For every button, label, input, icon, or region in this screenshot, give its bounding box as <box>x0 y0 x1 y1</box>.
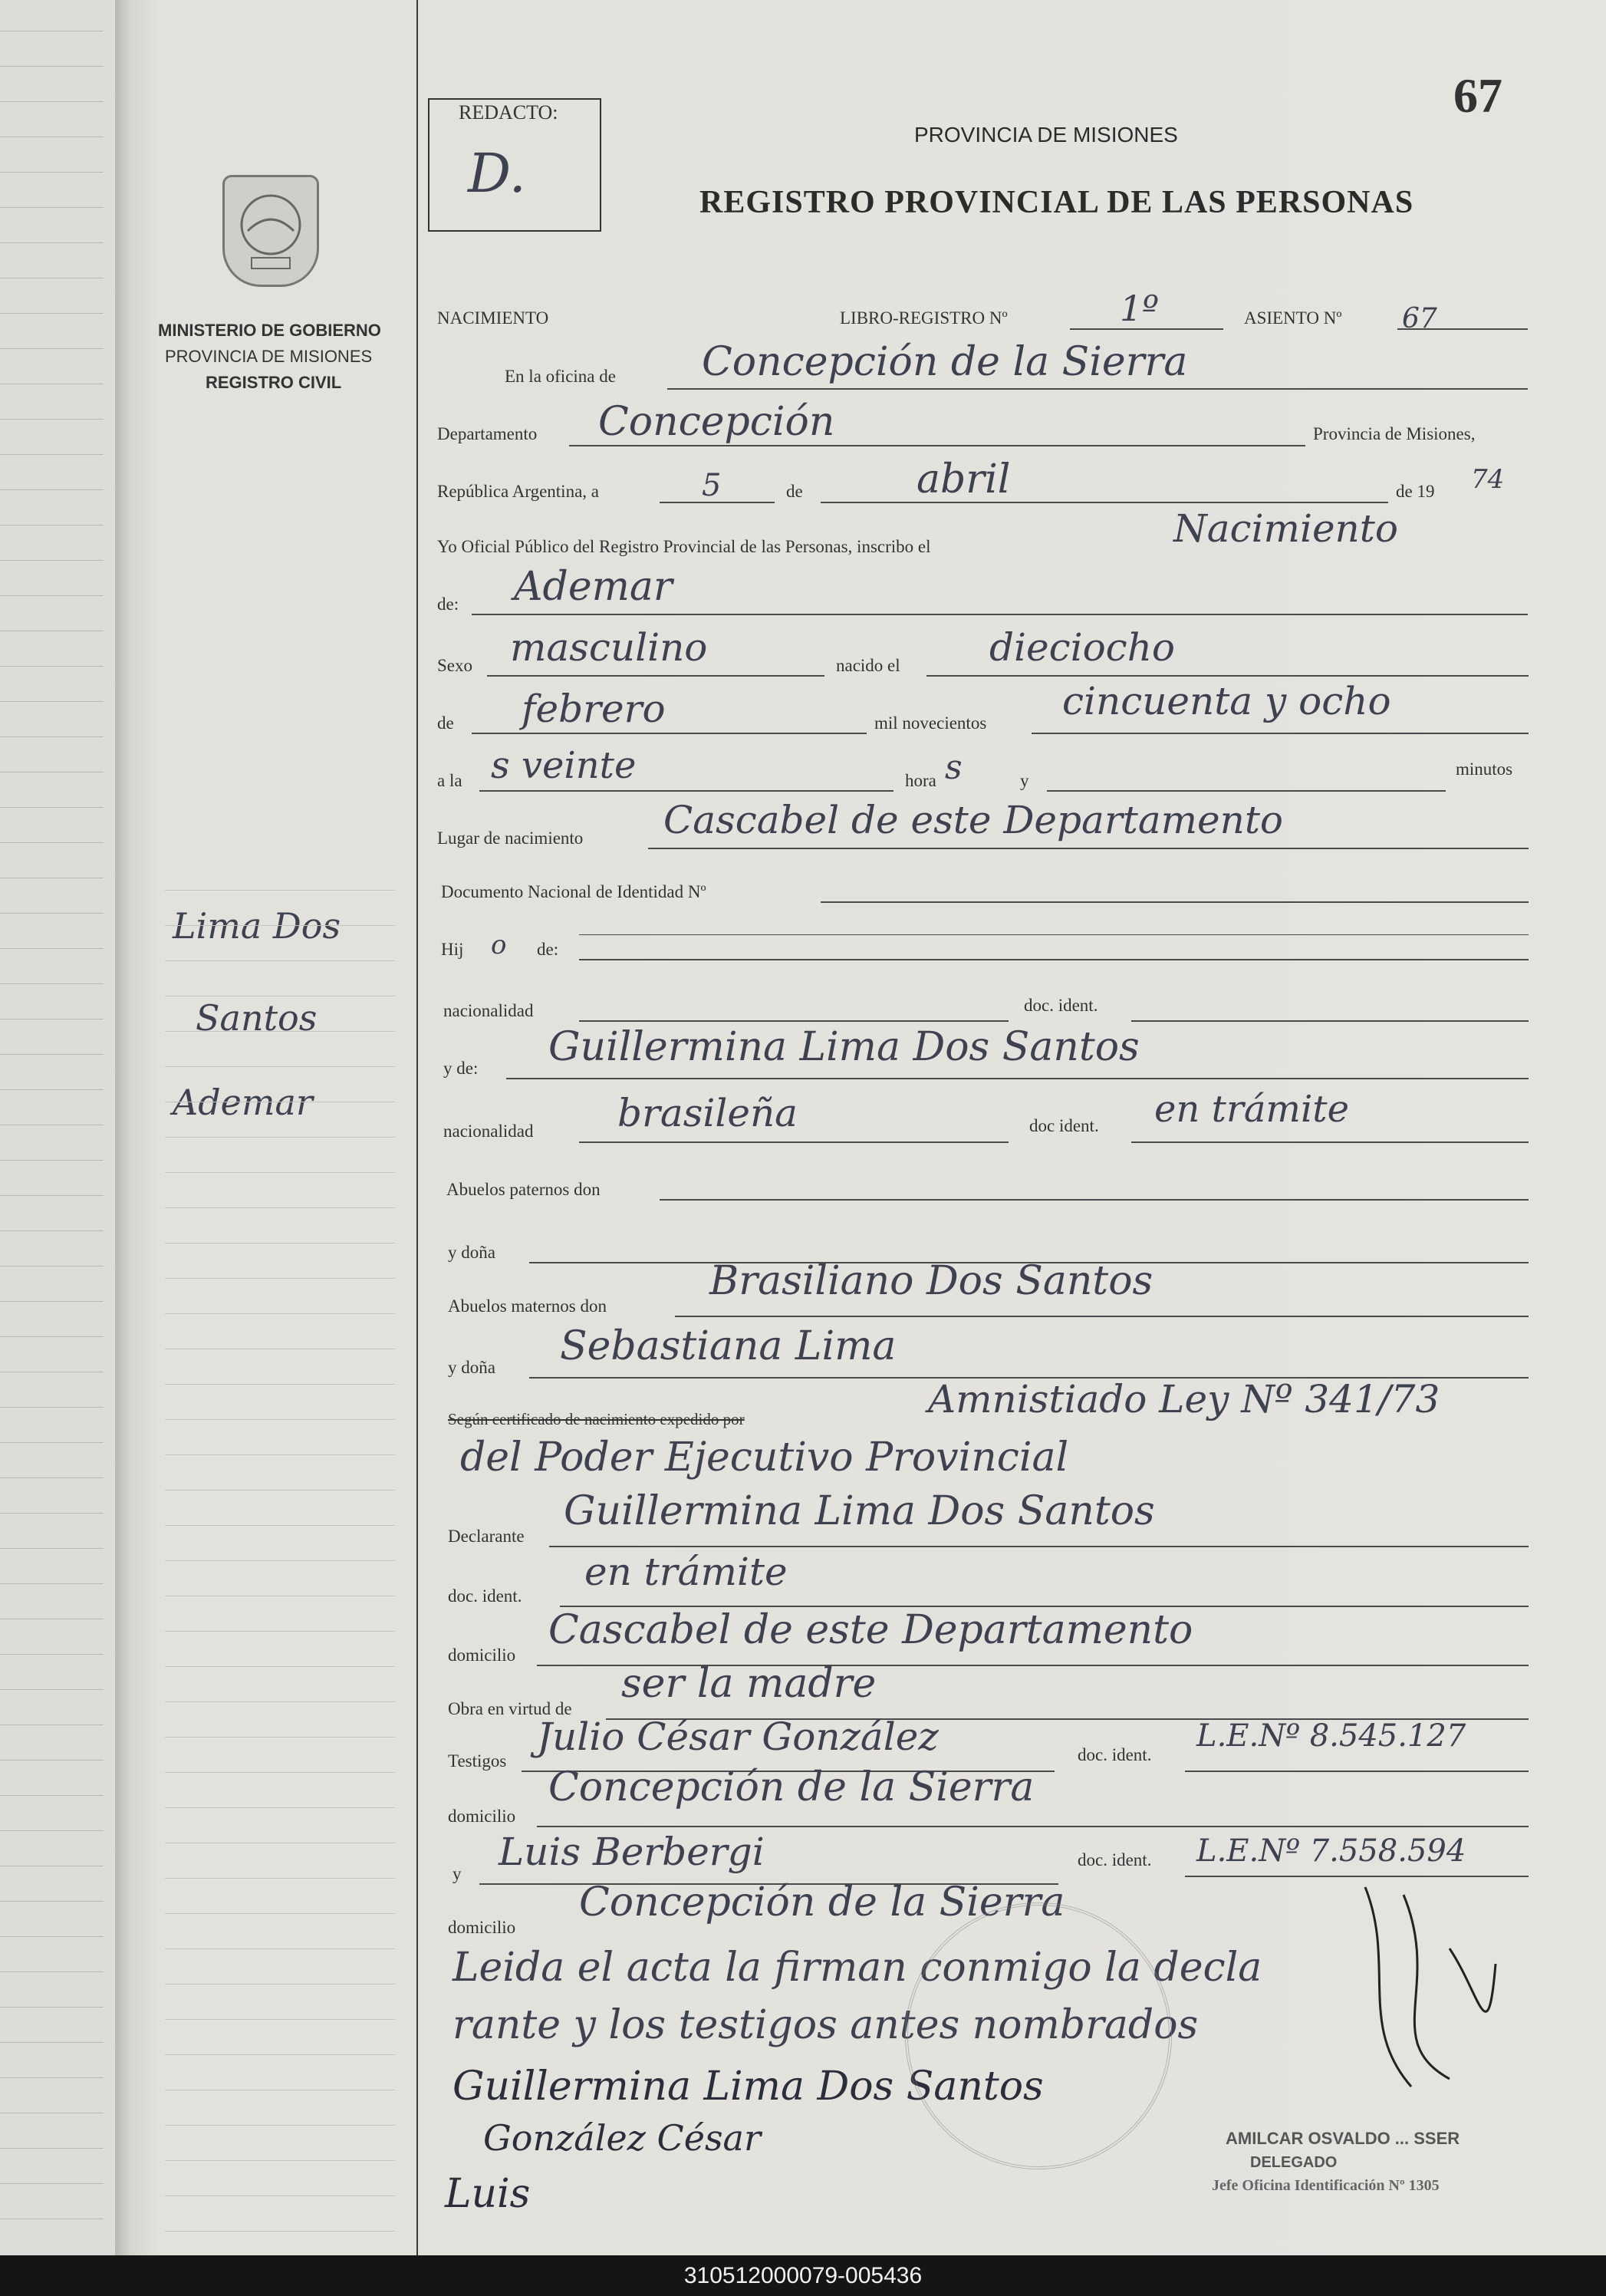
margin-ruled-line <box>165 1737 395 1738</box>
y-label-2: y <box>453 1864 462 1883</box>
ruled-line <box>0 101 104 102</box>
dia-value: 5 <box>702 468 722 503</box>
ruled-line <box>0 2148 104 2149</box>
margin-ruled-line <box>165 1666 395 1667</box>
ruled-line <box>0 1795 104 1796</box>
ruled-line <box>0 948 104 949</box>
doc-ident-4-label: doc. ident. <box>1078 1745 1152 1764</box>
nacido-label: nacido el <box>836 656 900 675</box>
province-heading: PROVINCIA DE MISIONES <box>914 123 1178 147</box>
ruled-line <box>0 701 104 702</box>
ruled-line <box>0 1089 104 1090</box>
margin-ruled-line <box>165 1631 395 1632</box>
abuelos-paternos-label: Abuelos paternos don <box>446 1180 601 1199</box>
margin-ruled-line <box>165 1454 395 1455</box>
official-role: DELEGADO <box>1250 2154 1338 2171</box>
doc-ident-2-value: en trámite <box>1154 1088 1349 1131</box>
redacto-label: REDACTO: <box>459 101 558 124</box>
signature-testigo-2: Luis <box>445 2171 531 2217</box>
margin-ruled-line <box>165 1207 395 1208</box>
y-label: y <box>1020 771 1029 790</box>
ruled-line <box>0 1160 104 1161</box>
a-la-label: a la <box>437 771 462 790</box>
ruled-line <box>0 1266 104 1267</box>
ruled-line <box>0 666 104 667</box>
provincia-suffix: Provincia de Misiones, <box>1313 424 1476 443</box>
margin-ruled-line <box>165 1313 395 1314</box>
documento-label: Documento Nacional de Identidad Nº <box>441 882 706 901</box>
margin-ruled-line <box>165 1772 395 1773</box>
margin-ruled-line <box>165 1913 395 1914</box>
lugar-label: Lugar de nacimiento <box>437 828 584 848</box>
ruled-line <box>0 842 104 843</box>
hijo-de-label: de: <box>537 940 559 959</box>
nacido-value: dieciocho <box>989 625 1175 670</box>
doc-ident-4-value: L.E.Nº 8.545.127 <box>1196 1718 1466 1754</box>
abuelo-materno-value: Brasiliano Dos Santos <box>709 1258 1153 1304</box>
a-la-value: s veinte <box>491 744 637 787</box>
ruled-line <box>0 1689 104 1690</box>
libro-value: 1º <box>1120 288 1159 329</box>
ruled-line <box>0 207 104 208</box>
margin-ruled-line <box>165 1384 395 1385</box>
ruled-line <box>0 2042 104 2043</box>
nombre-value: Ademar <box>514 564 673 610</box>
ruled-line <box>0 313 104 314</box>
left-facing-page <box>0 0 115 2255</box>
oficina-label: En la oficina de <box>505 367 616 386</box>
ruled-line <box>0 242 104 243</box>
doc-ident-1-label: doc. ident. <box>1024 996 1098 1015</box>
ruled-line <box>0 2183 104 2184</box>
ruled-line <box>0 172 104 173</box>
nacionalidad-1-label: nacionalidad <box>443 1001 534 1020</box>
mes-value: abril <box>917 456 1011 502</box>
asiento-label: ASIENTO Nº <box>1244 308 1342 328</box>
margin-note-2: Santos <box>196 997 318 1039</box>
minutos-label: minutos <box>1456 759 1513 779</box>
ruled-line <box>0 1548 104 1549</box>
margin-ruled-line <box>165 1419 395 1420</box>
year-value: 74 <box>1471 464 1505 495</box>
official-seal-stamp-icon <box>905 1902 1172 2169</box>
image-caption: 310512000079-005436 <box>0 2255 1606 2296</box>
mil-value: cincuenta y ocho <box>1062 679 1391 723</box>
obra-value: ser la madre <box>621 1661 877 1707</box>
domicilio-2-label: domicilio <box>448 1807 516 1826</box>
de-label: de <box>786 482 803 501</box>
ruled-line <box>0 1936 104 1937</box>
ministry-line1: MINISTERIO DE GOBIERNO <box>158 321 381 340</box>
margin-ruled-line <box>165 1490 395 1491</box>
margin-ruled-line <box>165 1243 395 1244</box>
ruled-line <box>0 1230 104 1231</box>
ruled-line <box>0 1513 104 1514</box>
testigo-1-value: Julio César González <box>537 1715 939 1759</box>
margin-ruled-line <box>165 1560 395 1561</box>
margin-ruled-line <box>165 1066 395 1067</box>
ministry-line2: PROVINCIA DE MISIONES <box>165 347 373 366</box>
sexo-value: masculino <box>510 625 708 670</box>
abuela-materna-value: Sebastiana Lima <box>560 1323 897 1369</box>
y-de-label: y de: <box>443 1059 479 1078</box>
signature-declarante: Guillermina Lima Dos Santos <box>453 2064 1044 2110</box>
margin-ruled-line <box>165 2160 395 2161</box>
record-type: NACIMIENTO <box>437 308 549 328</box>
horas-value: s <box>945 748 963 787</box>
lugar-value: Cascabel de este Departamento <box>663 798 1284 842</box>
ruled-line <box>0 1336 104 1337</box>
margin-ruled-line <box>165 2231 395 2232</box>
margin-ruled-line <box>165 1701 395 1702</box>
margin-ruled-line <box>165 1137 395 1138</box>
ruled-line <box>0 736 104 737</box>
de-mes-label: de <box>437 713 454 733</box>
doc-ident-2-label: doc ident. <box>1029 1116 1099 1135</box>
margin-ruled-line <box>165 1807 395 1808</box>
segun-value: Amnistiado Ley Nº 341/73 <box>928 1377 1440 1421</box>
ruled-line <box>0 1901 104 1902</box>
madre-value: Guillermina Lima Dos Santos <box>548 1024 1140 1070</box>
hijo-value: o <box>491 930 507 960</box>
ruled-line <box>0 983 104 984</box>
y-dona-1-label: y doña <box>448 1243 495 1262</box>
horas-label: hora <box>905 771 936 790</box>
ruled-line <box>0 348 104 349</box>
republica-label: República Argentina, a <box>437 482 599 501</box>
testigos-label: Testigos <box>448 1751 507 1771</box>
nacionalidad-2-label: nacionalidad <box>443 1122 534 1141</box>
margin-ruled-line <box>165 1878 395 1879</box>
official-name: AMILCAR OSVALDO ... SSER <box>1226 2129 1460 2148</box>
segun-label: Según certificado de nacimiento expedido por <box>448 1410 745 1428</box>
leida-text-1: Leida el acta la firman conmigo la decla <box>453 1945 1262 1991</box>
doc-ident-5-label: doc. ident. <box>1078 1850 1152 1869</box>
margin-ruled-line <box>165 1525 395 1526</box>
de-year-label: de 19 <box>1396 482 1435 501</box>
yo-oficial-value: Nacimiento <box>1173 506 1398 551</box>
ruled-line <box>0 595 104 596</box>
testigo-2-value: Luis Berbergi <box>499 1830 765 1874</box>
margin-ruled-line <box>165 1984 395 1985</box>
domicilio-3-label: domicilio <box>448 1918 516 1937</box>
ruled-line <box>0 419 104 420</box>
segun-value-2: del Poder Ejecutivo Provincial <box>460 1435 1069 1481</box>
margin-ruled-line <box>165 890 395 891</box>
official-office: Jefe Oficina Identificación Nº 1305 <box>1212 2177 1440 2194</box>
domicilio-2-value: Concepción de la Sierra <box>548 1764 1035 1810</box>
ruled-line <box>0 1583 104 1584</box>
ruled-line <box>0 1442 104 1443</box>
obra-label: Obra en virtud de <box>448 1699 572 1718</box>
margin-ruled-line <box>165 1278 395 1279</box>
margin-ruled-line <box>165 960 395 961</box>
doc-ident-3-label: doc. ident. <box>448 1586 522 1606</box>
de-mes-value: febrero <box>522 687 666 731</box>
declarante-label: Declarante <box>448 1527 525 1546</box>
ruled-line <box>0 1654 104 1655</box>
margin-divider <box>416 0 418 2255</box>
margin-ruled-line <box>165 1031 395 1032</box>
ruled-line <box>0 489 104 490</box>
margin-ruled-line <box>165 2054 395 2055</box>
doc-ident-5-value: L.E.Nº 7.558.594 <box>1196 1833 1466 1869</box>
ministry-seal-icon <box>222 175 319 287</box>
ruled-line <box>0 454 104 455</box>
nacionalidad-2-value: brasileña <box>617 1091 798 1135</box>
margin-note-3: Ademar <box>173 1082 313 1123</box>
ruled-line <box>0 66 104 67</box>
leida-text-2: rante y los testigos antes nombrados <box>453 2002 1199 2048</box>
ruled-line <box>0 807 104 808</box>
hijo-label: Hij <box>441 940 464 959</box>
ruled-line <box>0 1301 104 1302</box>
de-label-2: de: <box>437 595 459 614</box>
ruled-line <box>0 1477 104 1478</box>
ruled-line <box>0 913 104 914</box>
departamento-label: Departamento <box>437 424 538 443</box>
ruled-line <box>0 560 104 561</box>
margin-ruled-line <box>165 2125 395 2126</box>
sexo-label: Sexo <box>437 656 472 675</box>
signature-testigo-1: González César <box>483 2117 761 2159</box>
ruled-line <box>0 1195 104 1196</box>
margin-ruled-line <box>165 2019 395 2020</box>
registry-title: REGISTRO PROVINCIAL DE LAS PERSONAS <box>699 185 1414 220</box>
margin-ruled-line <box>165 1172 395 1173</box>
margin-ruled-line <box>165 925 395 926</box>
ruled-line <box>0 1407 104 1408</box>
libro-label: LIBRO-REGISTRO Nº <box>840 308 1008 328</box>
domicilio-1-value: Cascabel de este Departamento <box>548 1607 1193 1653</box>
ruled-line <box>0 2077 104 2078</box>
mil-label: mil novecientos <box>874 713 987 733</box>
page-number: 67 <box>1453 68 1502 123</box>
redacto-value: D. <box>468 142 526 205</box>
ruled-line <box>0 1760 104 1761</box>
ruled-line <box>0 2007 104 2008</box>
departamento-value: Concepción <box>598 399 835 445</box>
doc-ident-3-value: en trámite <box>584 1550 788 1594</box>
domicilio-1-label: domicilio <box>448 1645 516 1665</box>
official-signature-icon <box>1334 1872 1511 2102</box>
margin-note-1: Lima Dos <box>173 905 341 947</box>
y-dona-2-label: y doña <box>448 1358 495 1377</box>
ruled-line <box>0 1830 104 1831</box>
oficina-value: Concepción de la Sierra <box>702 339 1188 385</box>
domicilio-3-value: Concepción de la Sierra <box>579 1879 1065 1925</box>
ruled-line <box>0 1019 104 1020</box>
abuelos-maternos-label: Abuelos maternos don <box>448 1296 607 1316</box>
declarante-value: Guillermina Lima Dos Santos <box>564 1488 1155 1534</box>
margin-ruled-line <box>165 1948 395 1949</box>
ministry-line3: REGISTRO CIVIL <box>206 373 342 392</box>
ruled-line <box>0 1724 104 1725</box>
ruled-line <box>0 1054 104 1055</box>
asiento-value: 67 <box>1402 303 1437 334</box>
yo-oficial-label: Yo Oficial Público del Registro Provincial de las Personas, inscribo el <box>437 537 931 556</box>
